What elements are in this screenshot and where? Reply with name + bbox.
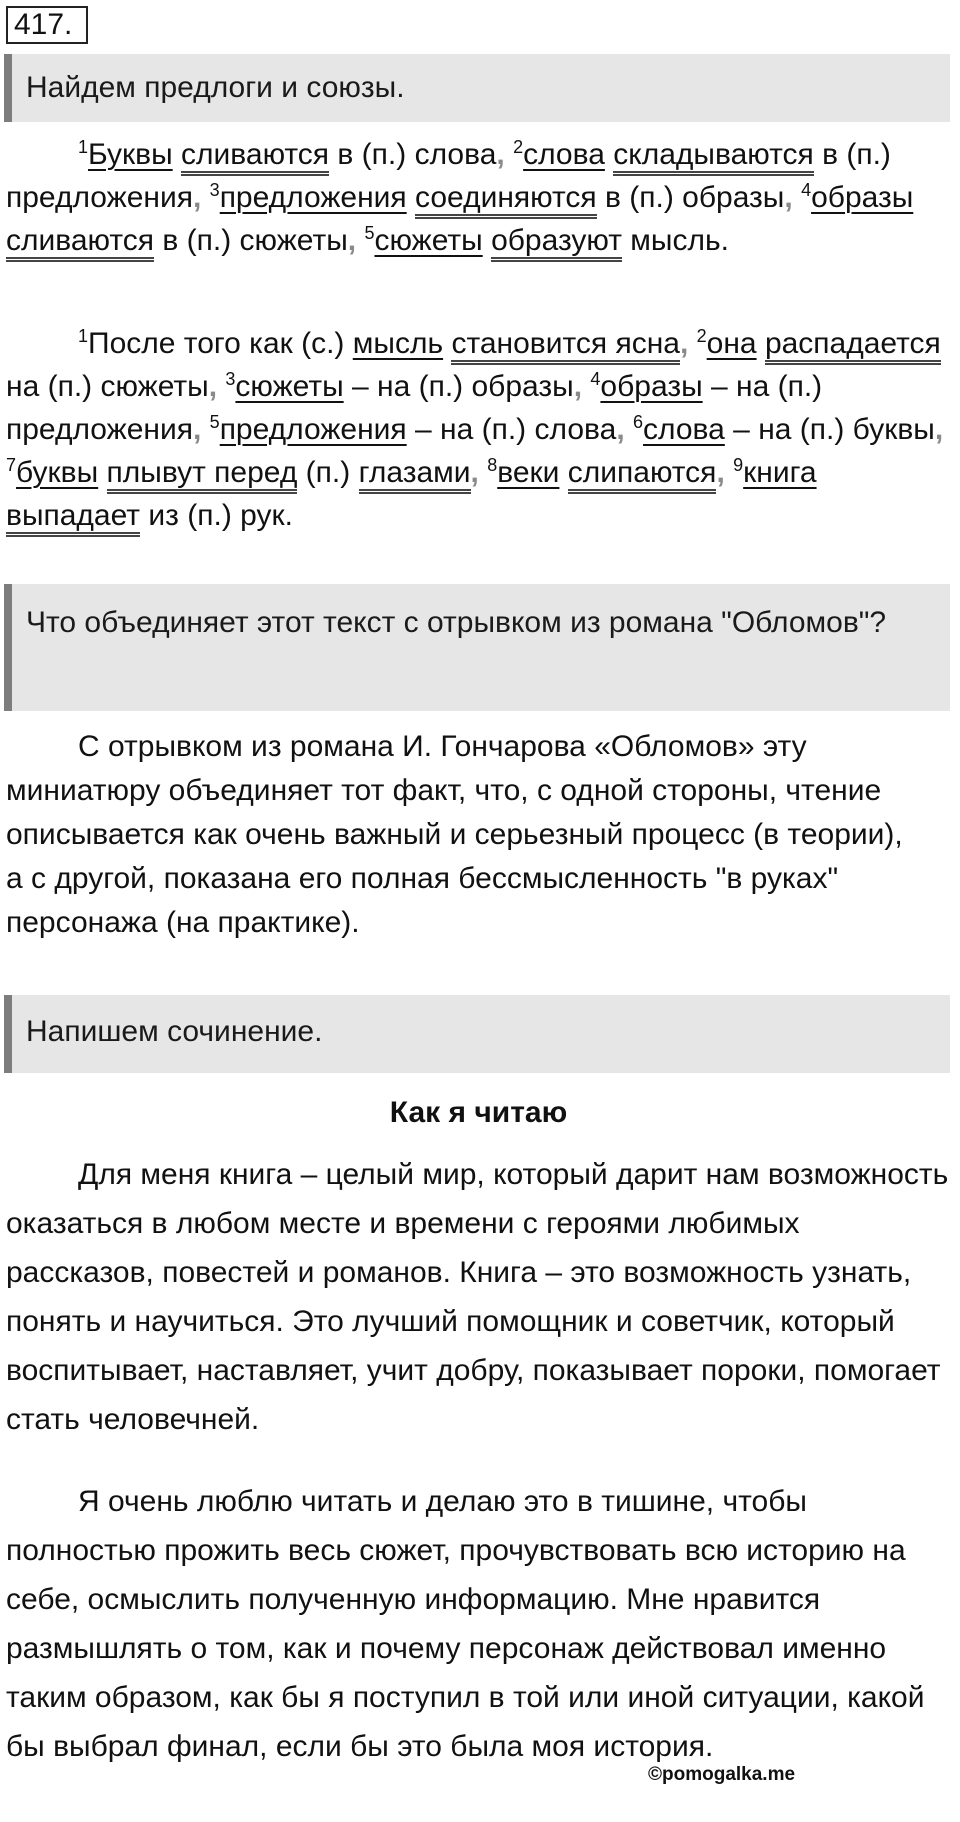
comma: , bbox=[208, 370, 218, 403]
subject: буквы bbox=[16, 456, 99, 489]
predicate: сливаются bbox=[6, 224, 154, 262]
predicate: распадается bbox=[765, 327, 941, 365]
subject: книга bbox=[743, 456, 817, 489]
sentence-number: 3 bbox=[225, 369, 236, 389]
comma: , bbox=[573, 370, 583, 403]
comma: , bbox=[716, 456, 725, 489]
predicate: плывут перед bbox=[107, 456, 298, 494]
sentence-number: 1 bbox=[78, 326, 89, 346]
answer-paragraph: С отрывком из романа И. Гончарова «Обломов» эту миниатюру объединяет тот факт, что, с одной стороны, чтение описывается как очень важный и серьезный процесс (в теории), а с другой, показана его полная бессмысленность "в руках" персонажа (на практике). bbox=[6, 730, 903, 939]
sentence-number: 7 bbox=[6, 455, 17, 475]
subject: мысль bbox=[352, 327, 444, 360]
watermark: ©pomogalka.me bbox=[648, 1764, 796, 1785]
paragraph-1: $^1$Буквы сливаются в (п.) слова, $^2$слова складываются в (п.) предложения, $^3$предложения соединяются в (п.) образы, $^4$образы сливаются в (п.) сюжеты, $^5$сюжеты образуют мысль. bbox=[6, 133, 951, 262]
comma: , bbox=[784, 181, 793, 214]
subject: Буквы bbox=[88, 138, 173, 171]
subject: она bbox=[706, 327, 757, 360]
subject: сюжеты bbox=[374, 224, 483, 257]
sentence-number: 4 bbox=[590, 369, 601, 389]
sentence-number: 6 bbox=[633, 412, 644, 432]
sentence-number: 5 bbox=[209, 412, 220, 432]
paragraph-2: $^1$После того как (с.) мысль становится ясна, $^2$она распадается на (п.) сюжеты, $^3$сюжеты – на (п.) образы, $^4$образы – на (п.) предложения, $^5$предложения – на (п.) слова, $^6$слова – на (п.) буквы, $^7$буквы плывут перед (п.) глазами, $^8$веки слипаются, $^9$книга выпадает из (п.) рук. bbox=[6, 322, 951, 537]
task-number: 417. bbox=[6, 6, 88, 44]
subject: слова bbox=[523, 138, 605, 171]
section-header-essay: Напишем сочинение. bbox=[4, 995, 950, 1073]
sentence-number: 1 bbox=[78, 137, 89, 157]
predicate: сливаются bbox=[181, 138, 329, 176]
essay-title: Как я читаю bbox=[389, 1096, 568, 1129]
sentence-number: 8 bbox=[487, 455, 498, 475]
predicate: глазами bbox=[359, 456, 471, 494]
predicate: становится ясна bbox=[451, 327, 680, 365]
comma: , bbox=[347, 224, 357, 257]
comma: , bbox=[470, 456, 479, 489]
predicate: складываются bbox=[613, 138, 814, 176]
subject: предложения bbox=[219, 413, 407, 446]
section-header-question: Что объединяет этот текст с отрывком из романа "Обломов"? bbox=[4, 584, 950, 711]
comma: , bbox=[616, 413, 625, 446]
comma: , bbox=[934, 413, 944, 446]
sentence-number: 2 bbox=[513, 137, 524, 157]
comma: , bbox=[679, 327, 689, 360]
sentence-number: 9 bbox=[733, 455, 744, 475]
subject: сюжеты bbox=[235, 370, 344, 403]
comma: , bbox=[192, 413, 202, 446]
predicate: образуют bbox=[491, 224, 622, 262]
subject: предложения bbox=[219, 181, 407, 214]
predicate: соединяются bbox=[415, 181, 597, 219]
sentence-number: 5 bbox=[364, 223, 375, 243]
essay-paragraph-1: Для меня книга – целый мир, который дарит нам возможность оказаться в любом месте и времени с героями любимых рассказов, повестей и романов. Книга – это возможность узнать, понять и научиться. Это лучший помощник и советчик, который воспитывает, наставляет, учит добру, показывает пороки, помогает стать человечней. bbox=[6, 1158, 949, 1436]
section-header-prepositions: Найдем предлоги и союзы. bbox=[4, 54, 950, 122]
sentence-number: 3 bbox=[209, 180, 220, 200]
subject: веки bbox=[497, 456, 560, 489]
predicate: выпадает bbox=[6, 499, 140, 537]
sentence-number: 2 bbox=[696, 326, 707, 346]
predicate: слипаются bbox=[568, 456, 717, 494]
subject: образы bbox=[811, 181, 914, 214]
sentence-number: 4 bbox=[801, 180, 812, 200]
subject: слова bbox=[643, 413, 725, 446]
comma: , bbox=[192, 181, 202, 214]
subject: образы bbox=[600, 370, 703, 403]
comma: , bbox=[496, 138, 505, 171]
essay-paragraph-2: Я очень люблю читать и делаю это в тишине, чтобы полностью прожить весь сюжет, прочувствовать всю историю на себе, осмыслить полученную информацию. Мне нравится размышлять о том, как и почему персонаж действовал именно таким образом, как бы я поступил в той или иной ситуации, какой бы выбрал финал, если бы это была моя история. bbox=[6, 1485, 925, 1763]
